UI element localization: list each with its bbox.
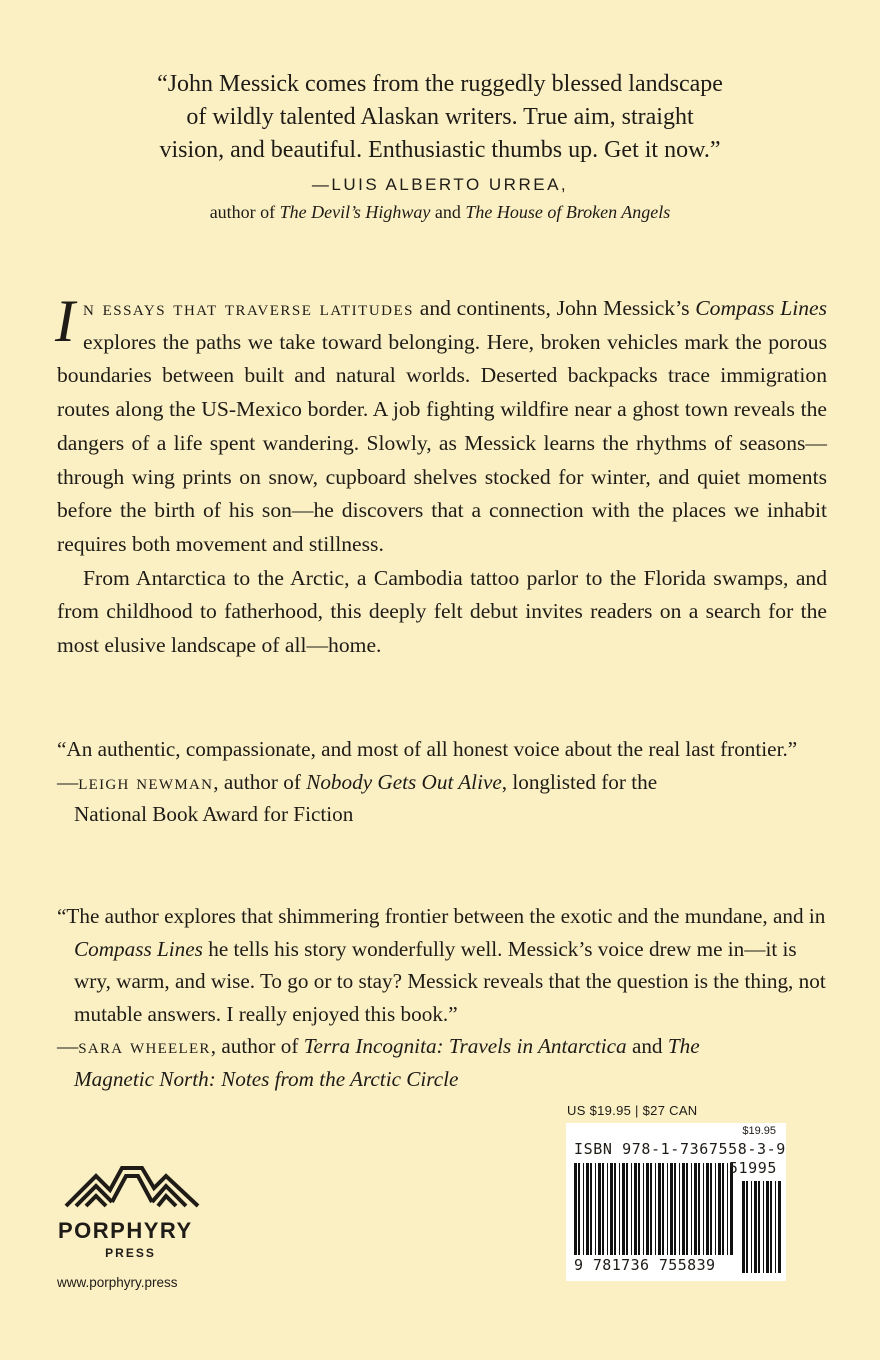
- barcode-bar: [650, 1163, 652, 1255]
- barcode-bar: [670, 1163, 673, 1255]
- barcode-bar: [662, 1163, 664, 1255]
- addon-number: 51995: [728, 1159, 777, 1177]
- barcode-bar: [638, 1163, 640, 1255]
- text-run: explores the paths we take toward belonging. Here, broken vehicles mark the porous boundaries between built and natural worlds. Deserted backpacks trace immigration routes along the US-Mexico border. A job fighting wildfire near a ghost town reveals the dangers of a life spent wandering. Slowly, as Messick learns the rhythms of seasons—through wing prints on snow, cupboard shelves stocked for winter, and quiet moments before the birth of his son—he discovers that a connection with the places we inhabit requires both movement and stillness.: [57, 329, 827, 556]
- text-run: National Book Award for Fiction: [74, 802, 354, 826]
- barcode-bar: [607, 1163, 608, 1255]
- publisher-sub: PRESS: [105, 1246, 156, 1260]
- barcode-bar: [715, 1163, 716, 1255]
- drop-cap: I: [55, 288, 75, 354]
- text-run: and: [626, 1034, 668, 1058]
- top-quote-line: of wildly talented Alaskan writers. True aim, straight: [186, 104, 694, 130]
- text-run: he tells his story wonderfully well. Messick’s voice drew me in—it is wry, warm, and wise. To go or to stay? Messick reveals that the question is the thing, not mutable answers. I really enjoyed this book.”: [74, 936, 826, 1026]
- book-description: [55, 288, 828, 663]
- top-endorsement: [0, 68, 880, 225]
- reviewer-name: leigh newman: [78, 769, 214, 794]
- barcode-bar: [667, 1163, 668, 1255]
- barcode-bar: [766, 1181, 769, 1273]
- publisher-logo: [58, 1162, 208, 1260]
- barcode-bar: [722, 1163, 724, 1255]
- book-title: Compass Lines: [695, 296, 828, 320]
- ean-number: 9 781736 755839: [574, 1256, 716, 1274]
- barcode-bar: [778, 1181, 781, 1273]
- barcode-bar: [574, 1163, 577, 1255]
- barcode-bar: [691, 1163, 692, 1255]
- book-title: Magnetic North: Notes from the Arctic Circle: [74, 1066, 459, 1091]
- barcode-bar: [634, 1163, 637, 1255]
- text-run: “The author explores that shimmering frontier between the exotic and the mundane, and in: [57, 904, 826, 928]
- barcode-bar: [598, 1163, 601, 1255]
- barcode-bar: [770, 1181, 772, 1273]
- barcode-bar: [703, 1163, 704, 1255]
- barcode-bar: [614, 1163, 616, 1255]
- book-title: Compass Lines: [74, 936, 203, 961]
- book-title: The Devil’s Highway: [279, 202, 431, 222]
- text-run: and continents, John Messick’s: [414, 296, 696, 320]
- description-paragraph: From Antarctica to the Arctic, a Cambodia tattoo parlor to the Florida swamps, and from childhood to fatherhood, this deeply felt debut invites readers on a search for the most elusive landscape of all—home.: [57, 565, 827, 658]
- dash: —: [57, 769, 79, 794]
- barcode-bar: [595, 1163, 596, 1255]
- book-title: Nobody Gets Out Alive: [306, 769, 502, 794]
- barcode-bar: [583, 1163, 584, 1255]
- review-newman: [57, 733, 847, 831]
- barcode-price: $19.95: [742, 1125, 776, 1137]
- barcode-bar: [686, 1163, 688, 1255]
- barcode-bar: [622, 1163, 625, 1255]
- barcode-bar: [694, 1163, 697, 1255]
- text-run: , author of: [213, 769, 307, 794]
- barcode-bar: [746, 1181, 748, 1273]
- barcode-bar: [610, 1163, 613, 1255]
- barcode-bar: [727, 1163, 728, 1255]
- dash: —: [57, 1034, 79, 1058]
- barcode-bar: [751, 1181, 752, 1273]
- publisher-name: PORPHYRY: [58, 1218, 193, 1243]
- barcode-bar: [706, 1163, 709, 1255]
- description-paragraph: [55, 288, 828, 562]
- barcode-bar: [631, 1163, 632, 1255]
- barcode-bar: [742, 1181, 745, 1273]
- review-wheeler: [57, 900, 847, 1095]
- attr-prefix: author of: [209, 202, 280, 222]
- book-title: The: [667, 1034, 700, 1058]
- reviewer-name: sara wheeler: [78, 1034, 211, 1058]
- barcode-bar: [590, 1163, 592, 1255]
- top-quote-line: vision, and beautiful. Enthusiastic thumbs up. Get it now.”: [159, 137, 721, 163]
- text-run: , longlisted for the: [501, 769, 658, 794]
- barcode-bar: [698, 1163, 700, 1255]
- review-attribution: [57, 1030, 847, 1095]
- barcode: [566, 1123, 786, 1281]
- price-label: US $19.95 | $27 CAN: [567, 1103, 698, 1118]
- barcode-bar: [682, 1163, 685, 1255]
- isbn-text: ISBN 978-1-7367558-3-9: [574, 1140, 786, 1158]
- barcode-bar: [655, 1163, 656, 1255]
- barcode-bar: [710, 1163, 712, 1255]
- top-quote-attribution-desc: [0, 199, 880, 225]
- barcode-bar: [619, 1163, 620, 1255]
- barcode-bar: [658, 1163, 661, 1255]
- barcode-bar: [718, 1163, 721, 1255]
- top-quote-line: “John Messick comes from the ruggedly blessed landscape: [157, 71, 723, 97]
- review-quote: “An authentic, compassionate, and most of all honest voice about the real last frontier.”: [57, 737, 798, 761]
- barcode-bar: [646, 1163, 649, 1255]
- barcode-bar: [626, 1163, 628, 1255]
- mountain-logo-icon: [62, 1162, 202, 1210]
- attr-and: and: [430, 202, 466, 222]
- barcode-bar: [758, 1181, 760, 1273]
- barcode-bar: [586, 1163, 589, 1255]
- book-title: The House of Broken Angels: [465, 202, 671, 222]
- publisher-website: www.porphyry.press: [57, 1275, 178, 1290]
- review-attribution: [57, 766, 847, 831]
- barcode-bar: [754, 1181, 757, 1273]
- barcode-bar: [578, 1163, 580, 1255]
- text-run: , author of: [210, 1034, 304, 1058]
- smallcaps-lead: n essays that traverse latitudes: [82, 296, 415, 320]
- barcode-bar: [775, 1181, 776, 1273]
- book-title: Terra Incognita: Travels in Antarctica: [303, 1034, 627, 1058]
- barcode-bar: [674, 1163, 676, 1255]
- barcode-bar: [763, 1181, 764, 1273]
- barcode-bar: [679, 1163, 680, 1255]
- top-quote-attribution-name: —LUIS ALBERTO URREA,: [311, 175, 569, 194]
- review-quote: [57, 900, 834, 1030]
- barcode-bar: [602, 1163, 604, 1255]
- barcode-bar: [643, 1163, 644, 1255]
